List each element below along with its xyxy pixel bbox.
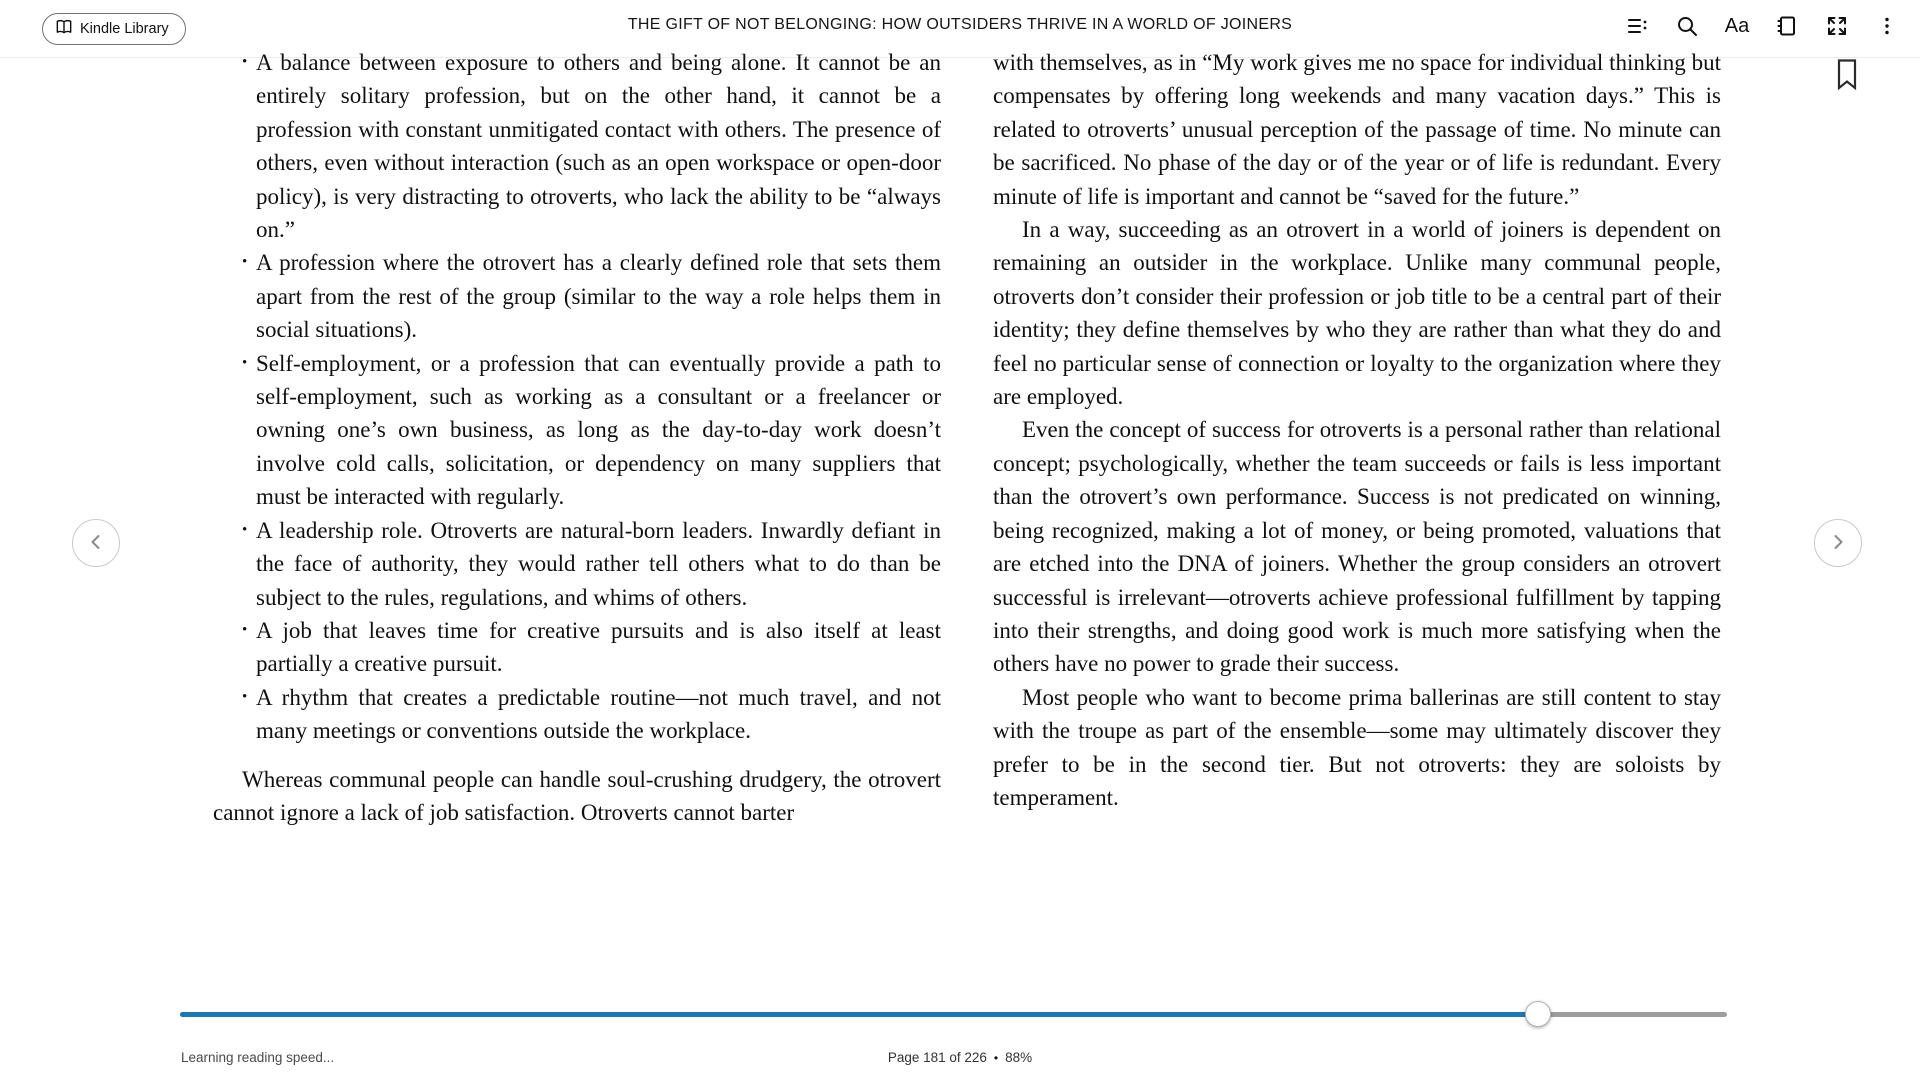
paragraph: In a way, succeeding as an otrovert in a world of joiners is dependent on remaining an outsider in the workplace. Unlike many communal people, otroverts don’t consider their profession or job title to be a central part of their identity; they define themselves by who they are rather than what they do and feel no particular sense of connection or loyalty to the organization where they are employed. <box>993 217 1721 410</box>
bookmark-icon <box>1835 79 1859 94</box>
paragraph: with themselves, as in “My work gives me no space for individual thinking but compensates by offering long weekends and many vacation days.” This is related to otroverts’ unusual perception of the passage of time. No minute can be sacrificed. No phase of the day or of the year or of life is redundant. Every minute of life is important and cannot be “saved for the future.” <box>993 50 1721 209</box>
paragraph: Most people who want to become prima ballerinas are still content to stay with the troupe as part of the ensemble—some may ultimately discover they prefer to be in the second tier. But not otroverts: they are soloists by temperament. <box>993 684 1721 810</box>
search-button[interactable] <box>1672 11 1702 41</box>
kindle-library-label: Kindle Library <box>80 21 169 37</box>
slider-handle[interactable] <box>1525 1001 1551 1027</box>
progress-fill <box>180 1012 1538 1017</box>
fullscreen-button[interactable] <box>1822 11 1852 41</box>
next-page-button[interactable] <box>1814 519 1862 567</box>
table-of-contents-icon <box>1625 14 1649 38</box>
list-item: • A profession where the otrovert has a clearly defined role that sets them apart from the rest of the group (similar to the way a role helps them in social situations). <box>243 246 941 346</box>
reading-progress-slider[interactable] <box>180 1004 1727 1024</box>
more-menu-button[interactable] <box>1872 11 1902 41</box>
list-item: • Self-employment, or a profession that can eventually provide a path to self-employment, such as working as a consultant or a freelancer or owning one’s own business, as long as the day-to-day work doesn’t involve cold calls, solicitation, or dependency on many suppliers that must be interacted with regularly. <box>243 347 941 514</box>
progress-track[interactable] <box>180 1012 1727 1017</box>
font-settings-icon: Aa <box>1724 14 1750 37</box>
list-item: • A balance between exposure to others and being alone. It cannot be an entirely solitary profession, but on the other hand, it cannot be a profession with constant unmitigated contact with others. The presence of others, even without interaction (such as an open workspace or open-door policy), is very distracting to otroverts, who lack the ability to be “always on.” <box>243 46 941 246</box>
chevron-left-icon <box>87 533 105 554</box>
list-item: • A rhythm that creates a predictable routine—not much travel, and not many meetings or conventions outside the workplace. <box>243 681 941 748</box>
font-settings-button[interactable] <box>1722 11 1752 41</box>
page-number-text: Page 181 of 226 <box>887 1050 987 1065</box>
page-layout-icon <box>1775 14 1799 38</box>
page-info <box>0 1050 1920 1065</box>
career-criteria-list <box>243 46 941 748</box>
separator-dot: • <box>993 1051 999 1065</box>
list-item: • A job that leaves time for creative pursuits and is also itself at least partially a creative pursuit. <box>243 614 941 681</box>
toolbar-icon-group <box>1622 0 1902 52</box>
search-icon <box>1675 14 1699 38</box>
kebab-menu-icon <box>1875 14 1899 38</box>
book-title: THE GIFT OF NOT BELONGING: HOW OUTSIDERS THRIVE IN A WORLD OF JOINERS <box>627 16 1293 33</box>
paragraph: Even the concept of success for otroverts is a personal rather than relational concept; psychologically, whether the team succeeds or fails is less important than the otrovert’s own performance. Success is not predicated on winning, being recognized, making a lot of money, or being promoted, valuations that are etched into the DNA of joiners. Whether the group considers an otrovert successful is irrelevant—otroverts achieve professional fulfillment by tapping into their strengths, and doing good work is much more satisfying when the others have no power to grade their success. <box>993 417 1721 677</box>
right-text-column <box>993 46 1721 814</box>
paragraph: Whereas communal people can handle soul-crushing drudgery, the otrovert cannot ignore a lack of job satisfaction. Otroverts cannot barter <box>213 766 941 825</box>
previous-page-button[interactable] <box>72 519 120 567</box>
reading-speed-status: Learning reading speed... <box>181 1050 335 1065</box>
bookmark-button[interactable] <box>1832 59 1862 93</box>
list-item: • A leadership role. Otroverts are natural-born leaders. Inwardly defiant in the face of authority, they would rather tell others what to do than be subject to the rules, regulations, and whims of others. <box>243 514 941 614</box>
table-of-contents-button[interactable] <box>1622 11 1652 41</box>
percent-read-text: 88% <box>1005 1050 1033 1065</box>
left-text-column <box>213 46 941 829</box>
chevron-right-icon <box>1829 533 1847 554</box>
page-layout-button[interactable] <box>1772 11 1802 41</box>
fullscreen-icon <box>1825 14 1849 38</box>
